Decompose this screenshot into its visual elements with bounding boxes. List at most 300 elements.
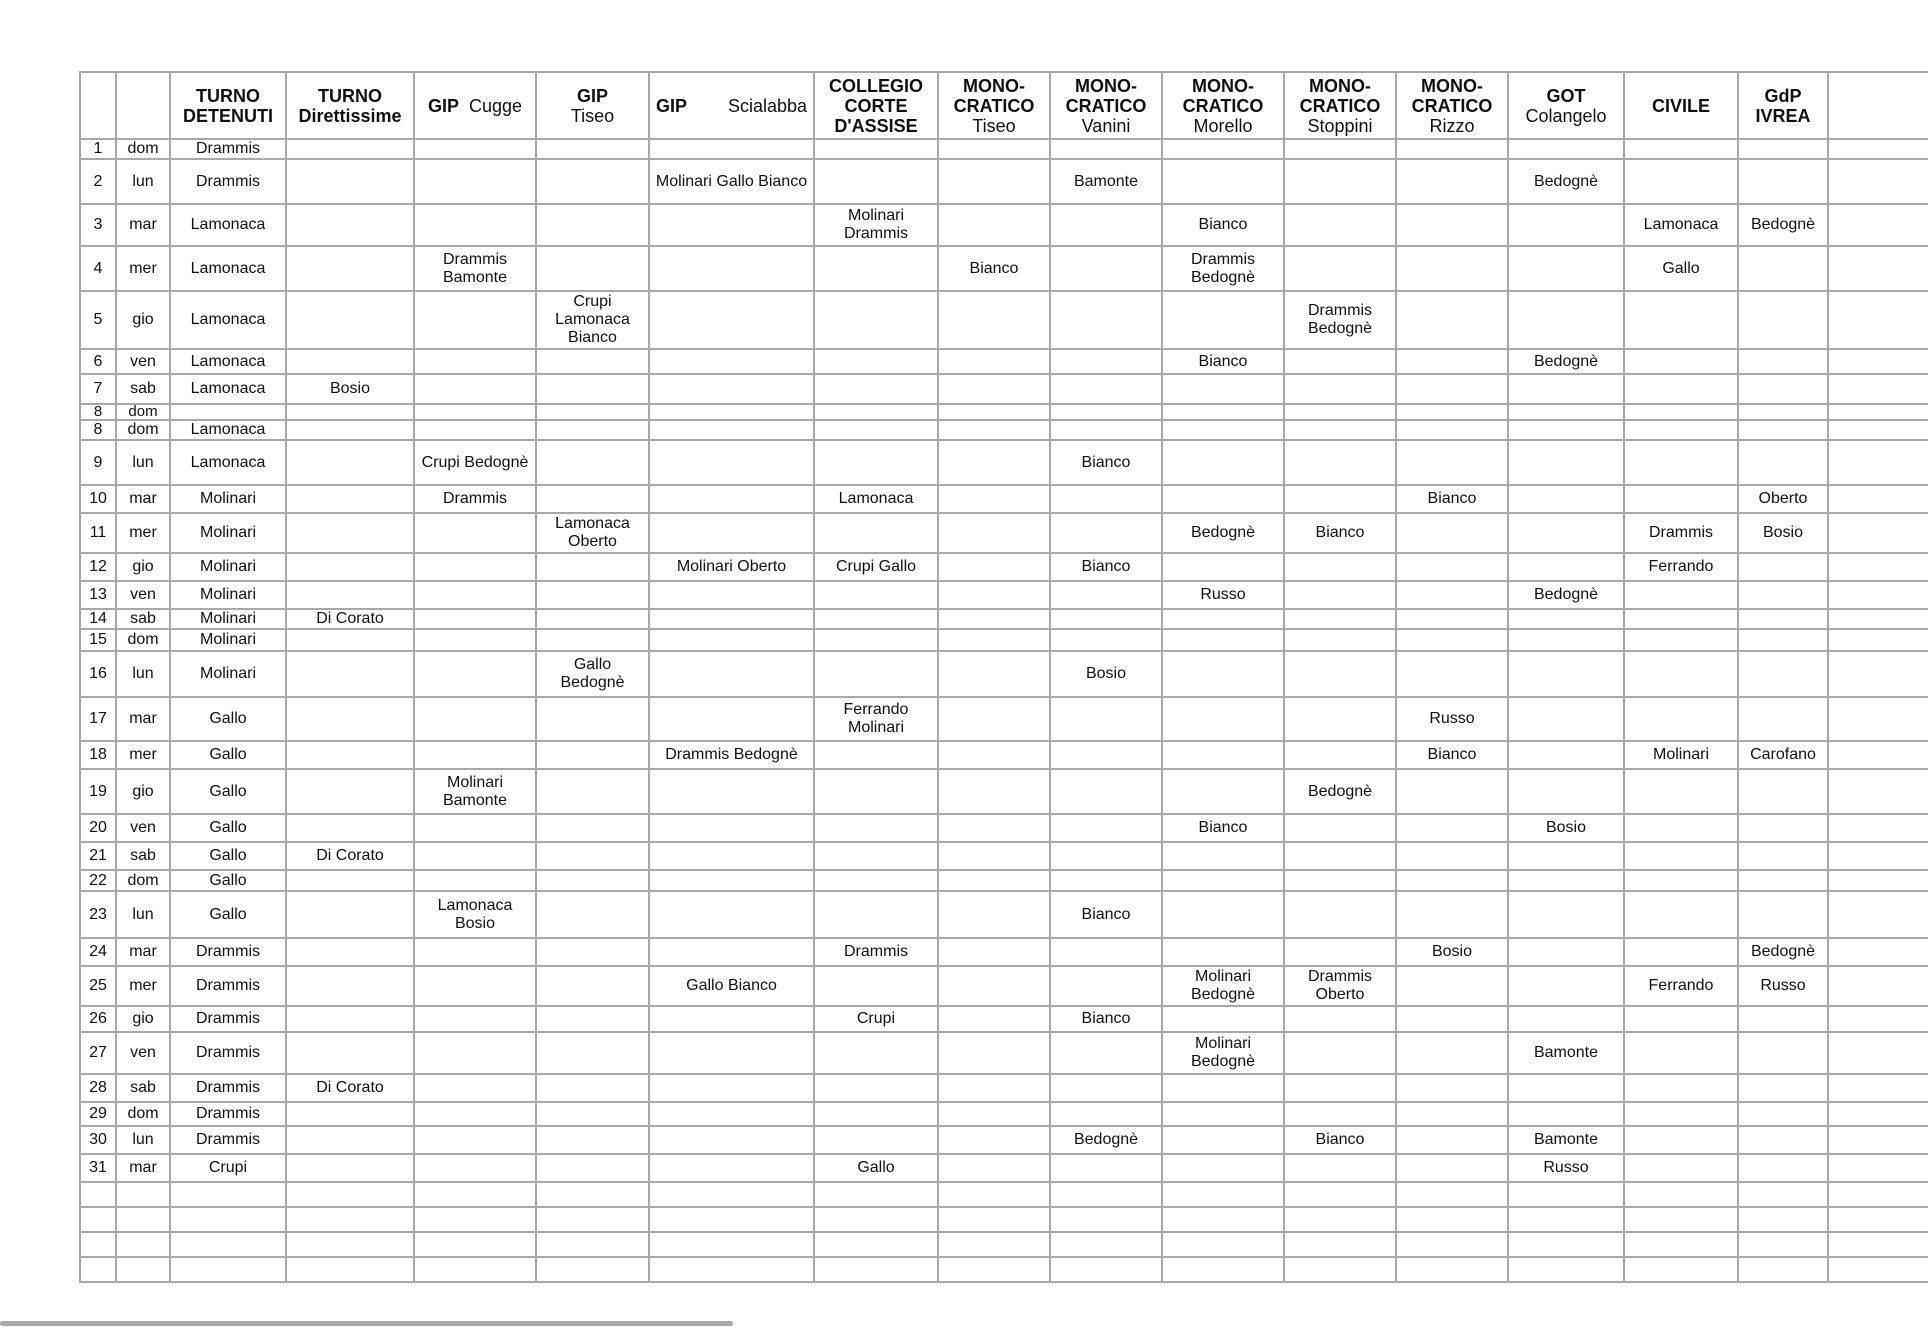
- assignment-cell[interactable]: [414, 513, 536, 553]
- assignment-cell[interactable]: [1738, 651, 1828, 697]
- assignment-cell[interactable]: [286, 246, 414, 291]
- assignment-cell[interactable]: [536, 814, 649, 842]
- assignment-cell[interactable]: [938, 420, 1050, 440]
- assignment-cell[interactable]: Drammis: [170, 1126, 286, 1154]
- assignment-cell[interactable]: [1738, 870, 1828, 891]
- assignment-cell[interactable]: [814, 420, 938, 440]
- assignment-cell[interactable]: [1396, 870, 1508, 891]
- assignment-cell[interactable]: [814, 291, 938, 349]
- assignment-cell[interactable]: [649, 291, 814, 349]
- assignment-cell[interactable]: [1624, 1074, 1738, 1102]
- day-number-cell[interactable]: [80, 1182, 116, 1207]
- assignment-cell[interactable]: [414, 374, 536, 404]
- assignment-cell[interactable]: [1284, 1006, 1396, 1032]
- assignment-cell[interactable]: Bianco: [1284, 1126, 1396, 1154]
- day-number-cell[interactable]: 8: [80, 404, 116, 420]
- assignment-cell[interactable]: [1624, 291, 1738, 349]
- assignment-cell[interactable]: [1162, 139, 1284, 159]
- assignment-cell[interactable]: [649, 440, 814, 485]
- assignment-cell[interactable]: [1828, 374, 1928, 404]
- day-number-cell[interactable]: 25: [80, 966, 116, 1006]
- assignment-cell[interactable]: [1738, 1154, 1828, 1182]
- assignment-cell[interactable]: [1828, 204, 1928, 246]
- assignment-cell[interactable]: [536, 139, 649, 159]
- weekday-cell[interactable]: mer: [116, 513, 170, 553]
- assignment-cell[interactable]: [536, 697, 649, 741]
- assignment-cell[interactable]: Drammis Bedognè: [1162, 246, 1284, 291]
- day-number-cell[interactable]: 3: [80, 204, 116, 246]
- weekday-cell[interactable]: mer: [116, 246, 170, 291]
- assignment-cell[interactable]: [1738, 1126, 1828, 1154]
- assignment-cell[interactable]: [286, 139, 414, 159]
- assignment-cell[interactable]: [938, 651, 1050, 697]
- weekday-cell[interactable]: mar: [116, 697, 170, 741]
- assignment-cell[interactable]: [1050, 609, 1162, 629]
- assignment-cell[interactable]: [1050, 1074, 1162, 1102]
- assignment-cell[interactable]: [1162, 697, 1284, 741]
- assignment-cell[interactable]: Molinari Bedognè: [1162, 966, 1284, 1006]
- assignment-cell[interactable]: [1162, 420, 1284, 440]
- assignment-cell[interactable]: [286, 741, 414, 769]
- assignment-cell[interactable]: [1396, 246, 1508, 291]
- assignment-cell[interactable]: [938, 440, 1050, 485]
- assignment-cell[interactable]: [536, 1032, 649, 1074]
- assignment-cell[interactable]: [1396, 513, 1508, 553]
- assignment-cell[interactable]: [1396, 1182, 1508, 1207]
- assignment-cell[interactable]: [1624, 1182, 1738, 1207]
- assignment-cell[interactable]: [1162, 1154, 1284, 1182]
- assignment-cell[interactable]: [814, 246, 938, 291]
- assignment-cell[interactable]: [814, 374, 938, 404]
- assignment-cell[interactable]: [814, 1232, 938, 1257]
- assignment-cell[interactable]: [814, 966, 938, 1006]
- assignment-cell[interactable]: Bosio: [1738, 513, 1828, 553]
- assignment-cell[interactable]: [1738, 246, 1828, 291]
- assignment-cell[interactable]: [286, 513, 414, 553]
- assignment-cell[interactable]: [649, 870, 814, 891]
- assignment-cell[interactable]: [814, 651, 938, 697]
- assignment-cell[interactable]: [536, 159, 649, 204]
- weekday-cell[interactable]: lun: [116, 891, 170, 938]
- assignment-cell[interactable]: Ferrando: [1624, 966, 1738, 1006]
- assignment-cell[interactable]: [1738, 1102, 1828, 1126]
- assignment-cell[interactable]: [1828, 246, 1928, 291]
- assignment-cell[interactable]: [1508, 609, 1624, 629]
- assignment-cell[interactable]: [1624, 891, 1738, 938]
- weekday-cell[interactable]: lun: [116, 651, 170, 697]
- day-number-cell[interactable]: 18: [80, 741, 116, 769]
- assignment-cell[interactable]: Bedognè: [1738, 204, 1828, 246]
- assignment-cell[interactable]: [1162, 404, 1284, 420]
- assignment-cell[interactable]: [649, 1232, 814, 1257]
- assignment-cell[interactable]: [1162, 938, 1284, 966]
- assignment-cell[interactable]: [536, 966, 649, 1006]
- assignment-cell[interactable]: Drammis Oberto: [1284, 966, 1396, 1006]
- weekday-cell[interactable]: dom: [116, 1102, 170, 1126]
- assignment-cell[interactable]: Bamonte: [1050, 159, 1162, 204]
- day-number-cell[interactable]: [80, 1257, 116, 1282]
- assignment-cell[interactable]: [286, 629, 414, 651]
- assignment-cell[interactable]: Bianco: [1050, 891, 1162, 938]
- assignment-cell[interactable]: [536, 440, 649, 485]
- assignment-cell[interactable]: [1284, 420, 1396, 440]
- assignment-cell[interactable]: [1396, 349, 1508, 374]
- assignment-cell[interactable]: [286, 1257, 414, 1282]
- assignment-cell[interactable]: [1162, 291, 1284, 349]
- assignment-cell[interactable]: Molinari Bedognè: [1162, 1032, 1284, 1074]
- weekday-cell[interactable]: gio: [116, 553, 170, 581]
- assignment-cell[interactable]: [414, 420, 536, 440]
- assignment-cell[interactable]: [1738, 420, 1828, 440]
- assignment-cell[interactable]: [286, 891, 414, 938]
- assignment-cell[interactable]: Bedognè: [1508, 349, 1624, 374]
- assignment-cell[interactable]: [1624, 404, 1738, 420]
- assignment-cell[interactable]: [814, 609, 938, 629]
- assignment-cell[interactable]: Molinari Gallo Bianco: [649, 159, 814, 204]
- assignment-cell[interactable]: [1508, 891, 1624, 938]
- assignment-cell[interactable]: [649, 139, 814, 159]
- assignment-cell[interactable]: [1050, 842, 1162, 870]
- assignment-cell[interactable]: [414, 291, 536, 349]
- assignment-cell[interactable]: Lamonaca Bosio: [414, 891, 536, 938]
- assignment-cell[interactable]: Bianco: [1162, 349, 1284, 374]
- assignment-cell[interactable]: [536, 246, 649, 291]
- day-number-cell[interactable]: [80, 1207, 116, 1232]
- assignment-cell[interactable]: [1624, 1207, 1738, 1232]
- assignment-cell[interactable]: [536, 609, 649, 629]
- day-number-cell[interactable]: [80, 1232, 116, 1257]
- assignment-cell[interactable]: [814, 1257, 938, 1282]
- assignment-cell[interactable]: [1624, 139, 1738, 159]
- assignment-cell[interactable]: Molinari: [170, 629, 286, 651]
- assignment-cell[interactable]: [649, 1126, 814, 1154]
- assignment-cell[interactable]: [1828, 1154, 1928, 1182]
- assignment-cell[interactable]: [414, 1126, 536, 1154]
- assignment-cell[interactable]: [536, 420, 649, 440]
- assignment-cell[interactable]: [1828, 1102, 1928, 1126]
- assignment-cell[interactable]: [1508, 204, 1624, 246]
- assignment-cell[interactable]: Drammis Bedognè: [1284, 291, 1396, 349]
- assignment-cell[interactable]: [1050, 485, 1162, 513]
- assignment-cell[interactable]: [1508, 1207, 1624, 1232]
- assignment-cell[interactable]: [170, 1257, 286, 1282]
- assignment-cell[interactable]: [536, 404, 649, 420]
- assignment-cell[interactable]: [1284, 938, 1396, 966]
- weekday-cell[interactable]: mar: [116, 1154, 170, 1182]
- assignment-cell[interactable]: [1396, 1032, 1508, 1074]
- assignment-cell[interactable]: [1828, 349, 1928, 374]
- assignment-cell[interactable]: [938, 1074, 1050, 1102]
- assignment-cell[interactable]: [1508, 440, 1624, 485]
- assignment-cell[interactable]: [1396, 1154, 1508, 1182]
- assignment-cell[interactable]: Bedognè: [1508, 159, 1624, 204]
- assignment-cell[interactable]: [286, 420, 414, 440]
- assignment-cell[interactable]: [1162, 1102, 1284, 1126]
- assignment-cell[interactable]: [1396, 374, 1508, 404]
- weekday-cell[interactable]: ven: [116, 581, 170, 609]
- assignment-cell[interactable]: [1738, 349, 1828, 374]
- assignment-cell[interactable]: [286, 291, 414, 349]
- assignment-cell[interactable]: [286, 1032, 414, 1074]
- assignment-cell[interactable]: [1624, 159, 1738, 204]
- assignment-cell[interactable]: [1162, 629, 1284, 651]
- assignment-cell[interactable]: Gallo: [170, 814, 286, 842]
- assignment-cell[interactable]: [1284, 1182, 1396, 1207]
- assignment-cell[interactable]: [170, 1232, 286, 1257]
- assignment-cell[interactable]: [414, 609, 536, 629]
- assignment-cell[interactable]: [1162, 1207, 1284, 1232]
- assignment-cell[interactable]: Molinari: [170, 513, 286, 553]
- assignment-cell[interactable]: [1828, 1126, 1928, 1154]
- assignment-cell[interactable]: [536, 581, 649, 609]
- assignment-cell[interactable]: Ferrando: [1624, 553, 1738, 581]
- assignment-cell[interactable]: [414, 204, 536, 246]
- assignment-cell[interactable]: Crupi Lamonaca Bianco: [536, 291, 649, 349]
- assignment-cell[interactable]: [1508, 1102, 1624, 1126]
- assignment-cell[interactable]: [414, 139, 536, 159]
- assignment-cell[interactable]: [1050, 1032, 1162, 1074]
- assignment-cell[interactable]: [1828, 1257, 1928, 1282]
- assignment-cell[interactable]: [1162, 842, 1284, 870]
- assignment-cell[interactable]: [1396, 1074, 1508, 1102]
- assignment-cell[interactable]: [536, 842, 649, 870]
- assignment-cell[interactable]: [649, 1257, 814, 1282]
- assignment-cell[interactable]: [1508, 769, 1624, 814]
- assignment-cell[interactable]: [814, 1182, 938, 1207]
- assignment-cell[interactable]: Bedognè: [1508, 581, 1624, 609]
- assignment-cell[interactable]: Crupi: [170, 1154, 286, 1182]
- assignment-cell[interactable]: [1284, 139, 1396, 159]
- assignment-cell[interactable]: [938, 1182, 1050, 1207]
- day-number-cell[interactable]: 30: [80, 1126, 116, 1154]
- assignment-cell[interactable]: Molinari: [170, 581, 286, 609]
- assignment-cell[interactable]: [1828, 741, 1928, 769]
- assignment-cell[interactable]: [536, 1257, 649, 1282]
- weekday-cell[interactable]: mar: [116, 938, 170, 966]
- assignment-cell[interactable]: [536, 1207, 649, 1232]
- assignment-cell[interactable]: Ferrando Molinari: [814, 697, 938, 741]
- assignment-cell[interactable]: Molinari Bamonte: [414, 769, 536, 814]
- assignment-cell[interactable]: Lamonaca: [170, 420, 286, 440]
- assignment-cell[interactable]: Gallo: [170, 769, 286, 814]
- assignment-cell[interactable]: [1284, 1032, 1396, 1074]
- assignment-cell[interactable]: [1284, 246, 1396, 291]
- assignment-cell[interactable]: [286, 1207, 414, 1232]
- assignment-cell[interactable]: [649, 513, 814, 553]
- day-number-cell[interactable]: 10: [80, 485, 116, 513]
- assignment-cell[interactable]: [938, 1154, 1050, 1182]
- assignment-cell[interactable]: [414, 1032, 536, 1074]
- assignment-cell[interactable]: [414, 938, 536, 966]
- assignment-cell[interactable]: [1624, 769, 1738, 814]
- assignment-cell[interactable]: [1828, 159, 1928, 204]
- assignment-cell[interactable]: [414, 1207, 536, 1232]
- assignment-cell[interactable]: [414, 1182, 536, 1207]
- assignment-cell[interactable]: [1284, 485, 1396, 513]
- assignment-cell[interactable]: [1738, 842, 1828, 870]
- assignment-cell[interactable]: [1396, 651, 1508, 697]
- assignment-cell[interactable]: [1624, 629, 1738, 651]
- assignment-cell[interactable]: [1284, 1232, 1396, 1257]
- assignment-cell[interactable]: [286, 440, 414, 485]
- assignment-cell[interactable]: [1828, 291, 1928, 349]
- assignment-cell[interactable]: [536, 1154, 649, 1182]
- assignment-cell[interactable]: [1738, 814, 1828, 842]
- weekday-cell[interactable]: mar: [116, 204, 170, 246]
- day-number-cell[interactable]: 2: [80, 159, 116, 204]
- assignment-cell[interactable]: Drammis Bedognè: [649, 741, 814, 769]
- assignment-cell[interactable]: [536, 374, 649, 404]
- assignment-cell[interactable]: Bianco: [1162, 814, 1284, 842]
- assignment-cell[interactable]: [1738, 1006, 1828, 1032]
- assignment-cell[interactable]: [1738, 553, 1828, 581]
- assignment-cell[interactable]: [536, 553, 649, 581]
- assignment-cell[interactable]: [1738, 581, 1828, 609]
- day-number-cell[interactable]: 21: [80, 842, 116, 870]
- assignment-cell[interactable]: [938, 938, 1050, 966]
- assignment-cell[interactable]: [414, 1074, 536, 1102]
- day-number-cell[interactable]: 24: [80, 938, 116, 966]
- assignment-cell[interactable]: [938, 1207, 1050, 1232]
- assignment-cell[interactable]: [1624, 814, 1738, 842]
- assignment-cell[interactable]: [1624, 842, 1738, 870]
- assignment-cell[interactable]: [1624, 609, 1738, 629]
- day-number-cell[interactable]: 6: [80, 349, 116, 374]
- assignment-cell[interactable]: [414, 581, 536, 609]
- assignment-cell[interactable]: [649, 609, 814, 629]
- assignment-cell[interactable]: [1738, 1074, 1828, 1102]
- assignment-cell[interactable]: Drammis: [170, 1006, 286, 1032]
- assignment-cell[interactable]: [1050, 769, 1162, 814]
- day-number-cell[interactable]: 28: [80, 1074, 116, 1102]
- assignment-cell[interactable]: [1050, 374, 1162, 404]
- assignment-cell[interactable]: [1162, 485, 1284, 513]
- assignment-cell[interactable]: [1396, 1126, 1508, 1154]
- assignment-cell[interactable]: [814, 1126, 938, 1154]
- assignment-cell[interactable]: Russo: [1162, 581, 1284, 609]
- assignment-cell[interactable]: [1828, 1032, 1928, 1074]
- weekday-cell[interactable]: mer: [116, 741, 170, 769]
- assignment-cell[interactable]: [1396, 1207, 1508, 1232]
- assignment-cell[interactable]: Bedognè: [1162, 513, 1284, 553]
- assignment-cell[interactable]: [1284, 159, 1396, 204]
- day-number-cell[interactable]: 9: [80, 440, 116, 485]
- assignment-cell[interactable]: [1508, 651, 1624, 697]
- assignment-cell[interactable]: [1624, 420, 1738, 440]
- assignment-cell[interactable]: Gallo Bianco: [649, 966, 814, 1006]
- assignment-cell[interactable]: [814, 139, 938, 159]
- assignment-cell[interactable]: [1162, 609, 1284, 629]
- assignment-cell[interactable]: [649, 349, 814, 374]
- assignment-cell[interactable]: Drammis: [170, 159, 286, 204]
- assignment-cell[interactable]: [414, 553, 536, 581]
- assignment-cell[interactable]: [286, 966, 414, 1006]
- assignment-cell[interactable]: [1828, 1207, 1928, 1232]
- assignment-cell[interactable]: [286, 651, 414, 697]
- assignment-cell[interactable]: [1162, 870, 1284, 891]
- day-number-cell[interactable]: 23: [80, 891, 116, 938]
- assignment-cell[interactable]: Drammis: [170, 1074, 286, 1102]
- assignment-cell[interactable]: [1162, 1126, 1284, 1154]
- assignment-cell[interactable]: Bosio: [1050, 651, 1162, 697]
- assignment-cell[interactable]: [1508, 420, 1624, 440]
- weekday-cell[interactable]: dom: [116, 139, 170, 159]
- assignment-cell[interactable]: [1828, 769, 1928, 814]
- assignment-cell[interactable]: [938, 139, 1050, 159]
- assignment-cell[interactable]: Bosio: [286, 374, 414, 404]
- assignment-cell[interactable]: [414, 741, 536, 769]
- assignment-cell[interactable]: [1508, 741, 1624, 769]
- assignment-cell[interactable]: [170, 1207, 286, 1232]
- assignment-cell[interactable]: [286, 349, 414, 374]
- weekday-cell[interactable]: gio: [116, 1006, 170, 1032]
- assignment-cell[interactable]: [938, 581, 1050, 609]
- assignment-cell[interactable]: [1828, 629, 1928, 651]
- assignment-cell[interactable]: Bianco: [1050, 1006, 1162, 1032]
- assignment-cell[interactable]: [1284, 814, 1396, 842]
- weekday-cell[interactable]: gio: [116, 291, 170, 349]
- weekday-cell[interactable]: mer: [116, 966, 170, 1006]
- assignment-cell[interactable]: [1050, 513, 1162, 553]
- day-number-cell[interactable]: 27: [80, 1032, 116, 1074]
- assignment-cell[interactable]: [1738, 374, 1828, 404]
- assignment-cell[interactable]: [1624, 581, 1738, 609]
- assignment-cell[interactable]: [286, 1102, 414, 1126]
- assignment-cell[interactable]: Bianco: [1396, 485, 1508, 513]
- assignment-cell[interactable]: [1050, 1207, 1162, 1232]
- assignment-cell[interactable]: Drammis: [170, 966, 286, 1006]
- assignment-cell[interactable]: Molinari: [170, 609, 286, 629]
- assignment-cell[interactable]: [1396, 159, 1508, 204]
- weekday-cell[interactable]: lun: [116, 159, 170, 204]
- assignment-cell[interactable]: [649, 629, 814, 651]
- assignment-cell[interactable]: [1284, 581, 1396, 609]
- assignment-cell[interactable]: Bamonte: [1508, 1032, 1624, 1074]
- assignment-cell[interactable]: [1162, 1257, 1284, 1282]
- assignment-cell[interactable]: [649, 814, 814, 842]
- assignment-cell[interactable]: Gallo: [170, 697, 286, 741]
- assignment-cell[interactable]: [938, 349, 1050, 374]
- assignment-cell[interactable]: [1396, 420, 1508, 440]
- assignment-cell[interactable]: [286, 1232, 414, 1257]
- assignment-cell[interactable]: [1050, 1232, 1162, 1257]
- assignment-cell[interactable]: [1162, 440, 1284, 485]
- assignment-cell[interactable]: [1284, 891, 1396, 938]
- assignment-cell[interactable]: [649, 891, 814, 938]
- assignment-cell[interactable]: Bosio: [1508, 814, 1624, 842]
- assignment-cell[interactable]: [414, 159, 536, 204]
- assignment-cell[interactable]: [1508, 553, 1624, 581]
- assignment-cell[interactable]: [414, 349, 536, 374]
- day-number-cell[interactable]: 29: [80, 1102, 116, 1126]
- assignment-cell[interactable]: [286, 1006, 414, 1032]
- assignment-cell[interactable]: [1396, 966, 1508, 1006]
- assignment-cell[interactable]: [649, 1207, 814, 1232]
- assignment-cell[interactable]: [1624, 374, 1738, 404]
- assignment-cell[interactable]: [938, 1126, 1050, 1154]
- assignment-cell[interactable]: [536, 349, 649, 374]
- assignment-cell[interactable]: [1624, 651, 1738, 697]
- assignment-cell[interactable]: [1050, 814, 1162, 842]
- assignment-cell[interactable]: [536, 741, 649, 769]
- weekday-cell[interactable]: dom: [116, 404, 170, 420]
- assignment-cell[interactable]: [938, 870, 1050, 891]
- assignment-cell[interactable]: [1828, 609, 1928, 629]
- assignment-cell[interactable]: [938, 609, 1050, 629]
- assignment-cell[interactable]: [1396, 553, 1508, 581]
- assignment-cell[interactable]: Bianco: [938, 246, 1050, 291]
- assignment-cell[interactable]: [1828, 697, 1928, 741]
